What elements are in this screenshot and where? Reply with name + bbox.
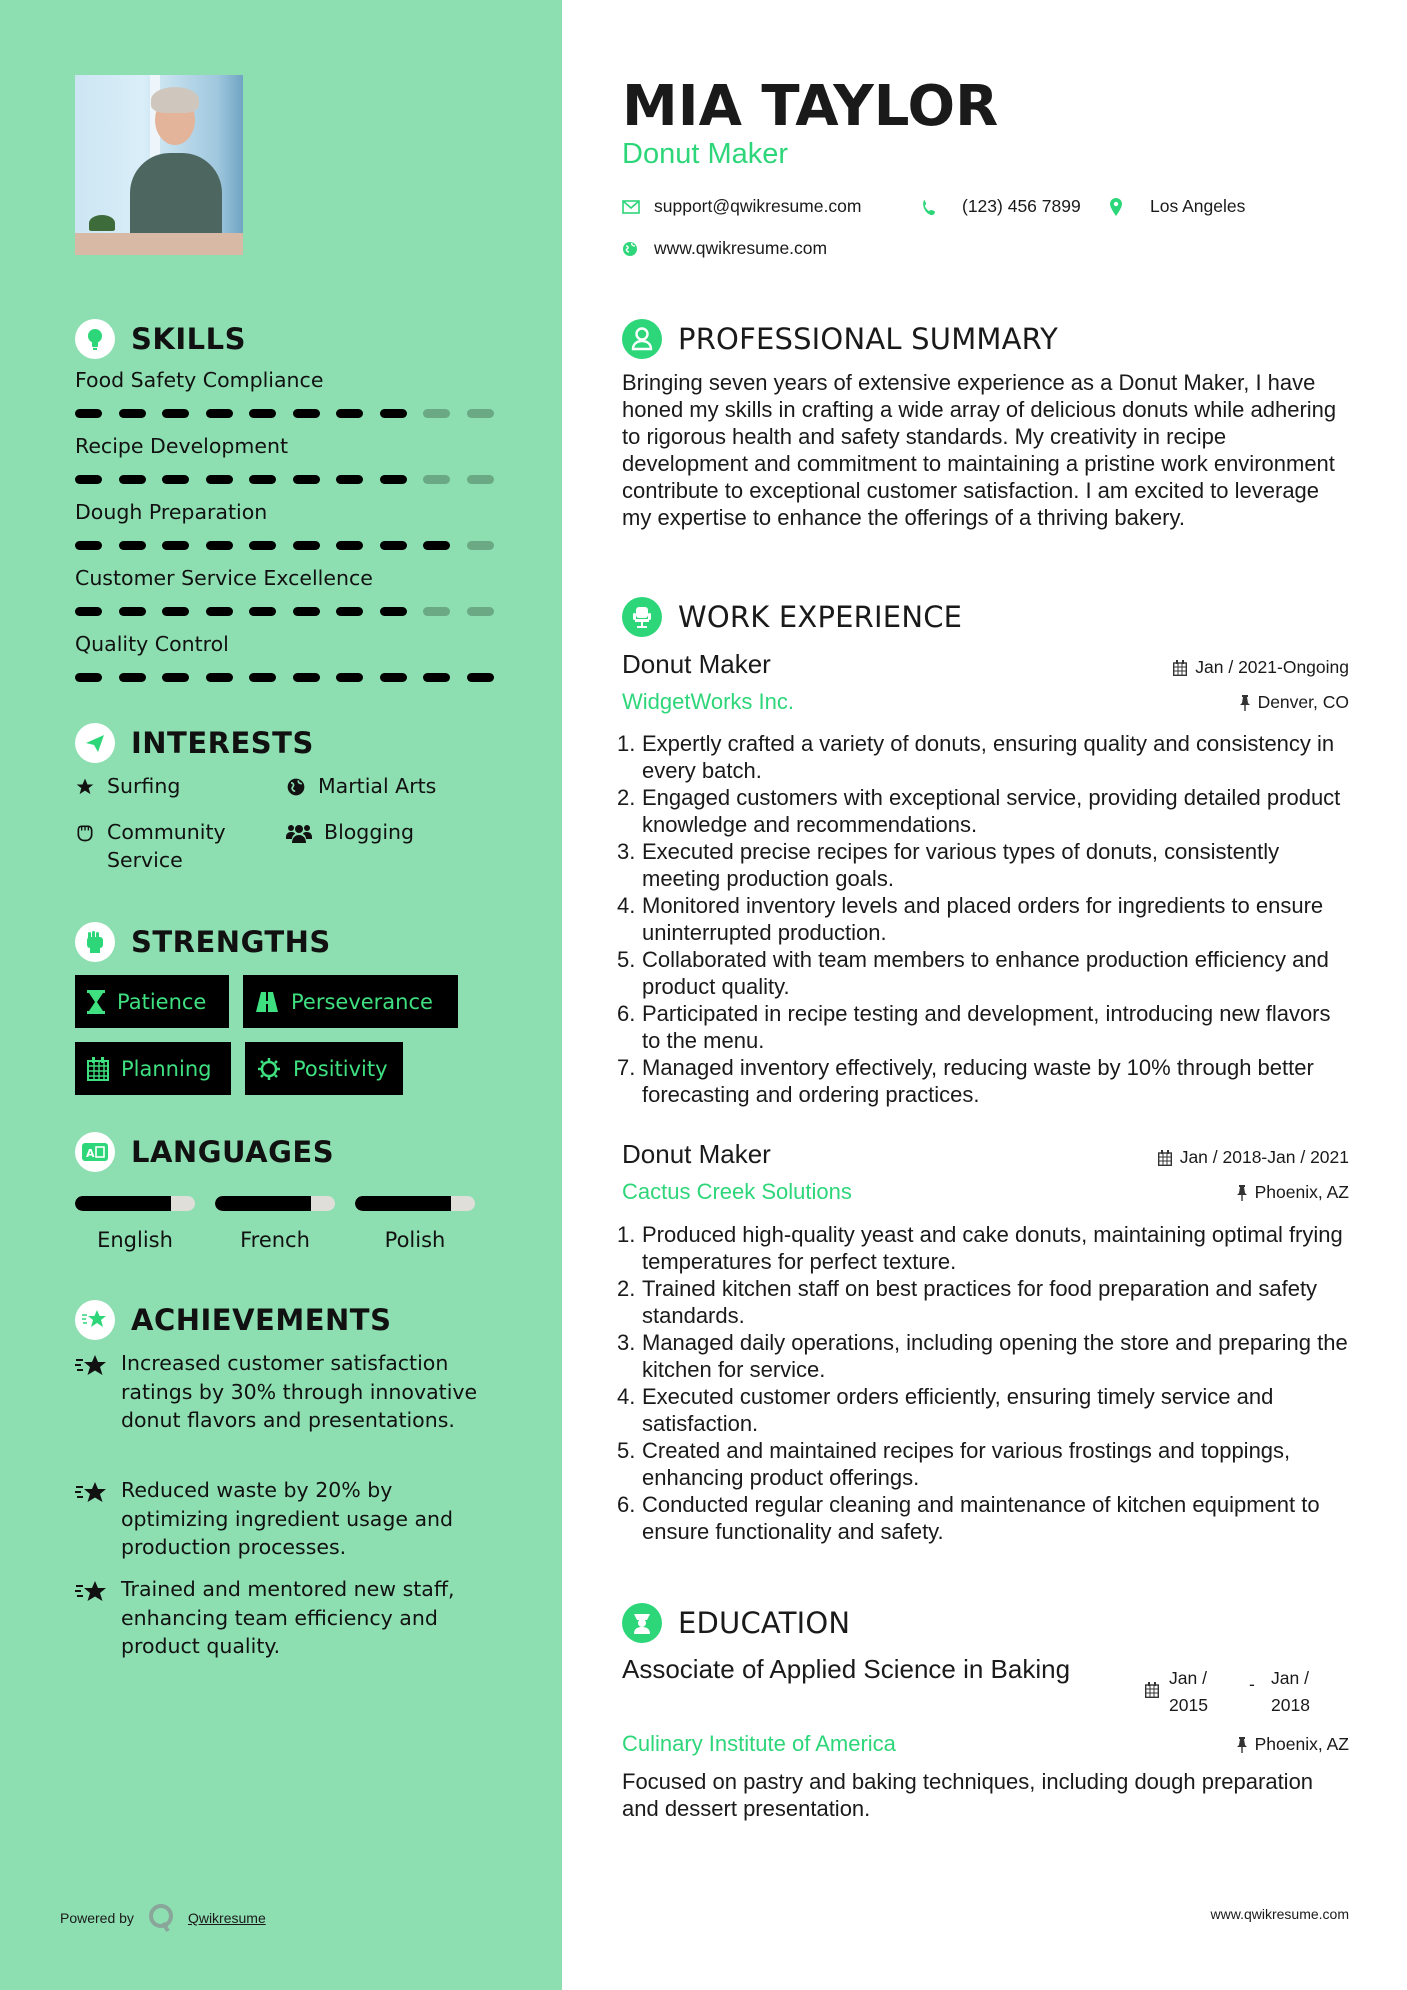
language-level-bar	[215, 1196, 335, 1211]
duty-item: 1. Produced high-quality yeast and cake donuts, maintaining optimal frying temperatures for perfect texture.	[617, 1222, 1343, 1274]
job-title: Donut Maker	[622, 649, 771, 679]
interest-item: Martial Arts	[286, 772, 436, 800]
hourglass-icon	[87, 990, 105, 1014]
skill-label: Recipe Development	[75, 434, 289, 458]
pushpin-icon	[1237, 1737, 1247, 1753]
contact-location: Los Angeles	[1110, 196, 1245, 217]
company-name: WidgetWorks Inc.	[622, 689, 794, 714]
phone-icon	[922, 199, 936, 215]
qwikresume-logo-icon	[148, 1903, 174, 1933]
interest-item: Community Service	[75, 818, 275, 874]
skill-rating-bar	[75, 409, 494, 418]
svg-text:A: A	[86, 1147, 95, 1160]
users-icon	[286, 823, 312, 845]
translate-icon	[75, 1132, 115, 1172]
office-chair-icon	[622, 597, 662, 637]
globe-icon	[286, 777, 306, 797]
section-title: SKILLS	[131, 322, 246, 356]
achievements-heading	[75, 1300, 391, 1340]
calendar-icon	[1158, 1150, 1172, 1166]
language-level-bar	[355, 1196, 475, 1211]
duty-item: 3. Managed daily operations, including opening the store and preparing the kitchen for service.	[617, 1330, 1348, 1382]
duty-item: 5. Collaborated with team members to enhance production efficiency and product quality.	[617, 947, 1329, 999]
duty-item: 5. Created and maintained recipes for various frostings and toppings, enhancing product offerings.	[617, 1438, 1291, 1490]
duty-item: 4. Executed customer orders efficiently, ensuring timely service and satisfaction.	[617, 1384, 1274, 1436]
duty-item: 6. Participated in recipe testing and development, introducing new flavors to the menu.	[617, 1001, 1331, 1053]
job-dates: Jan / 2018-Jan / 2021	[1158, 1147, 1349, 1168]
skills-heading	[75, 319, 246, 359]
candidate-name: MIA TAYLOR	[622, 74, 999, 139]
language-label: French	[240, 1228, 310, 1252]
achievement-star-icon	[75, 1480, 109, 1506]
interests-heading	[75, 723, 314, 763]
experience-heading	[622, 597, 962, 637]
calendar-icon	[1145, 1682, 1159, 1698]
achievement-star-icon	[75, 1353, 109, 1379]
skill-rating-bar	[75, 607, 494, 616]
road-icon	[255, 992, 279, 1012]
interest-item: Surfing	[75, 772, 180, 800]
achievement-star-icon	[75, 1300, 115, 1340]
contact-website[interactable]: www.qwikresume.com	[622, 238, 827, 259]
qwikresume-link[interactable]: Qwikresume	[187, 1910, 266, 1926]
strengths-heading	[75, 922, 331, 962]
pushpin-icon	[1237, 1185, 1247, 1201]
summary-text: Bringing seven years of extensive experience as a Donut Maker, I have honed my skills in crafting a wide array of delicious donuts while adhering to rigorous health and safety standards. My creativity in recipe development and commitment to maintaining a pristine work environment contribute to exceptional customer satisfaction. I am excited to leverage my expertise to enhance the offerings of a thriving bakery.	[622, 370, 1337, 530]
section-title: STRENGTHS	[131, 925, 331, 959]
duty-item: 7. Managed inventory effectively, reducing waste by 10% through better forecasting and ordering practices.	[617, 1055, 1314, 1107]
education-dates: Jan / 2015 - Jan / 2018	[1145, 1665, 1310, 1719]
profile-photo	[75, 75, 243, 255]
education-start-date: Jan / 2015	[1169, 1668, 1208, 1715]
section-title: ACHIEVEMENTS	[131, 1303, 392, 1337]
language-label: English	[97, 1228, 173, 1252]
company-name: Cactus Creek Solutions	[622, 1179, 852, 1204]
job-duties-list	[617, 730, 1352, 1108]
contact-phone[interactable]: (123) 456 7899	[922, 196, 1081, 217]
raised-fist-icon	[75, 922, 115, 962]
job-location: Denver, CO	[1240, 692, 1349, 713]
calendar-icon	[1173, 660, 1187, 676]
contact-email[interactable]: support@qwikresume.com	[622, 196, 861, 217]
language-label: Polish	[384, 1228, 446, 1252]
duty-item: 4. Monitored inventory levels and placed orders for ingredients to ensure uninterrupted production.	[617, 893, 1324, 945]
job-duties-list	[617, 1221, 1352, 1545]
sun-icon	[257, 1057, 281, 1081]
school-name: Culinary Institute of America	[622, 1731, 896, 1756]
duty-item: 6. Conducted regular cleaning and maintenance of kitchen equipment to ensure functionality and safety.	[617, 1492, 1320, 1544]
lightbulb-icon	[75, 319, 115, 359]
skill-rating-bar	[75, 673, 494, 682]
skill-rating-bar	[75, 541, 494, 550]
skill-label: Quality Control	[75, 632, 229, 656]
skill-label: Food Safety Compliance	[75, 368, 324, 392]
section-title: INTERESTS	[131, 726, 314, 760]
map-pin-icon	[1110, 198, 1122, 216]
paper-plane-icon	[75, 723, 115, 763]
degree-title: Associate of Applied Science in Baking	[622, 1654, 1071, 1684]
powered-by: Powered by Qwikresume	[60, 1903, 266, 1933]
skill-rating-bar	[75, 475, 494, 484]
sidebar	[0, 0, 562, 1990]
job-title: Donut Maker	[622, 1139, 771, 1169]
footer-website-link[interactable]: www.qwikresume.com	[1210, 1906, 1349, 1922]
skill-label: Customer Service Excellence	[75, 566, 373, 590]
education-description: Focused on pastry and baking techniques, including dough preparation and dessert presentation.	[622, 1769, 1314, 1821]
achievement-item: Trained and mentored new staff, enhancing team efficiency and product quality.	[75, 1575, 505, 1661]
star-icon	[75, 777, 95, 797]
strength-tag: Patience	[75, 975, 229, 1028]
user-icon	[622, 319, 662, 359]
languages-heading	[75, 1132, 334, 1172]
education-heading	[622, 1603, 850, 1643]
job-dates: Jan / 2021-Ongoing	[1173, 657, 1349, 678]
job-role: Donut Maker	[622, 138, 789, 170]
pushpin-icon	[1240, 695, 1250, 711]
summary-heading	[622, 319, 1058, 359]
duty-item: 1. Expertly crafted a variety of donuts, ensuring quality and consistency in every batch.	[617, 731, 1335, 783]
interest-item: Blogging	[286, 818, 414, 846]
skill-label: Dough Preparation	[75, 500, 268, 524]
language-level-bar	[75, 1196, 195, 1211]
envelope-icon	[622, 200, 640, 214]
globe-icon	[622, 241, 638, 257]
achievement-star-icon	[75, 1579, 109, 1605]
strength-tag: Perseverance	[243, 975, 458, 1028]
job-location: Phoenix, AZ	[1237, 1182, 1349, 1203]
strength-tag: Planning	[75, 1042, 231, 1095]
graduate-icon	[622, 1603, 662, 1643]
strength-tag: Positivity	[245, 1042, 403, 1095]
achievement-item: Reduced waste by 20% by optimizing ingredient usage and production processes.	[75, 1476, 505, 1562]
section-title: EDUCATION	[678, 1606, 851, 1640]
duty-item: 2. Engaged customers with exceptional service, providing detailed product knowledge and recommendations.	[617, 785, 1341, 837]
duty-item: 3. Executed precise recipes for various types of donuts, consistently meeting production goals.	[617, 839, 1280, 891]
education-location: Phoenix, AZ	[1237, 1734, 1349, 1755]
calendar-icon	[87, 1057, 109, 1081]
duty-item: 2. Trained kitchen staff on best practices for food preparation and safety standards.	[617, 1276, 1318, 1328]
section-title: WORK EXPERIENCE	[678, 600, 963, 634]
achievement-item: Increased customer satisfaction ratings by 30% through innovative donut flavors and presentations.	[75, 1349, 505, 1435]
education-end-date: Jan / 2018	[1271, 1668, 1310, 1715]
section-title: PROFESSIONAL SUMMARY	[678, 322, 1059, 356]
fist-icon	[75, 823, 95, 843]
section-title: LANGUAGES	[131, 1135, 335, 1169]
